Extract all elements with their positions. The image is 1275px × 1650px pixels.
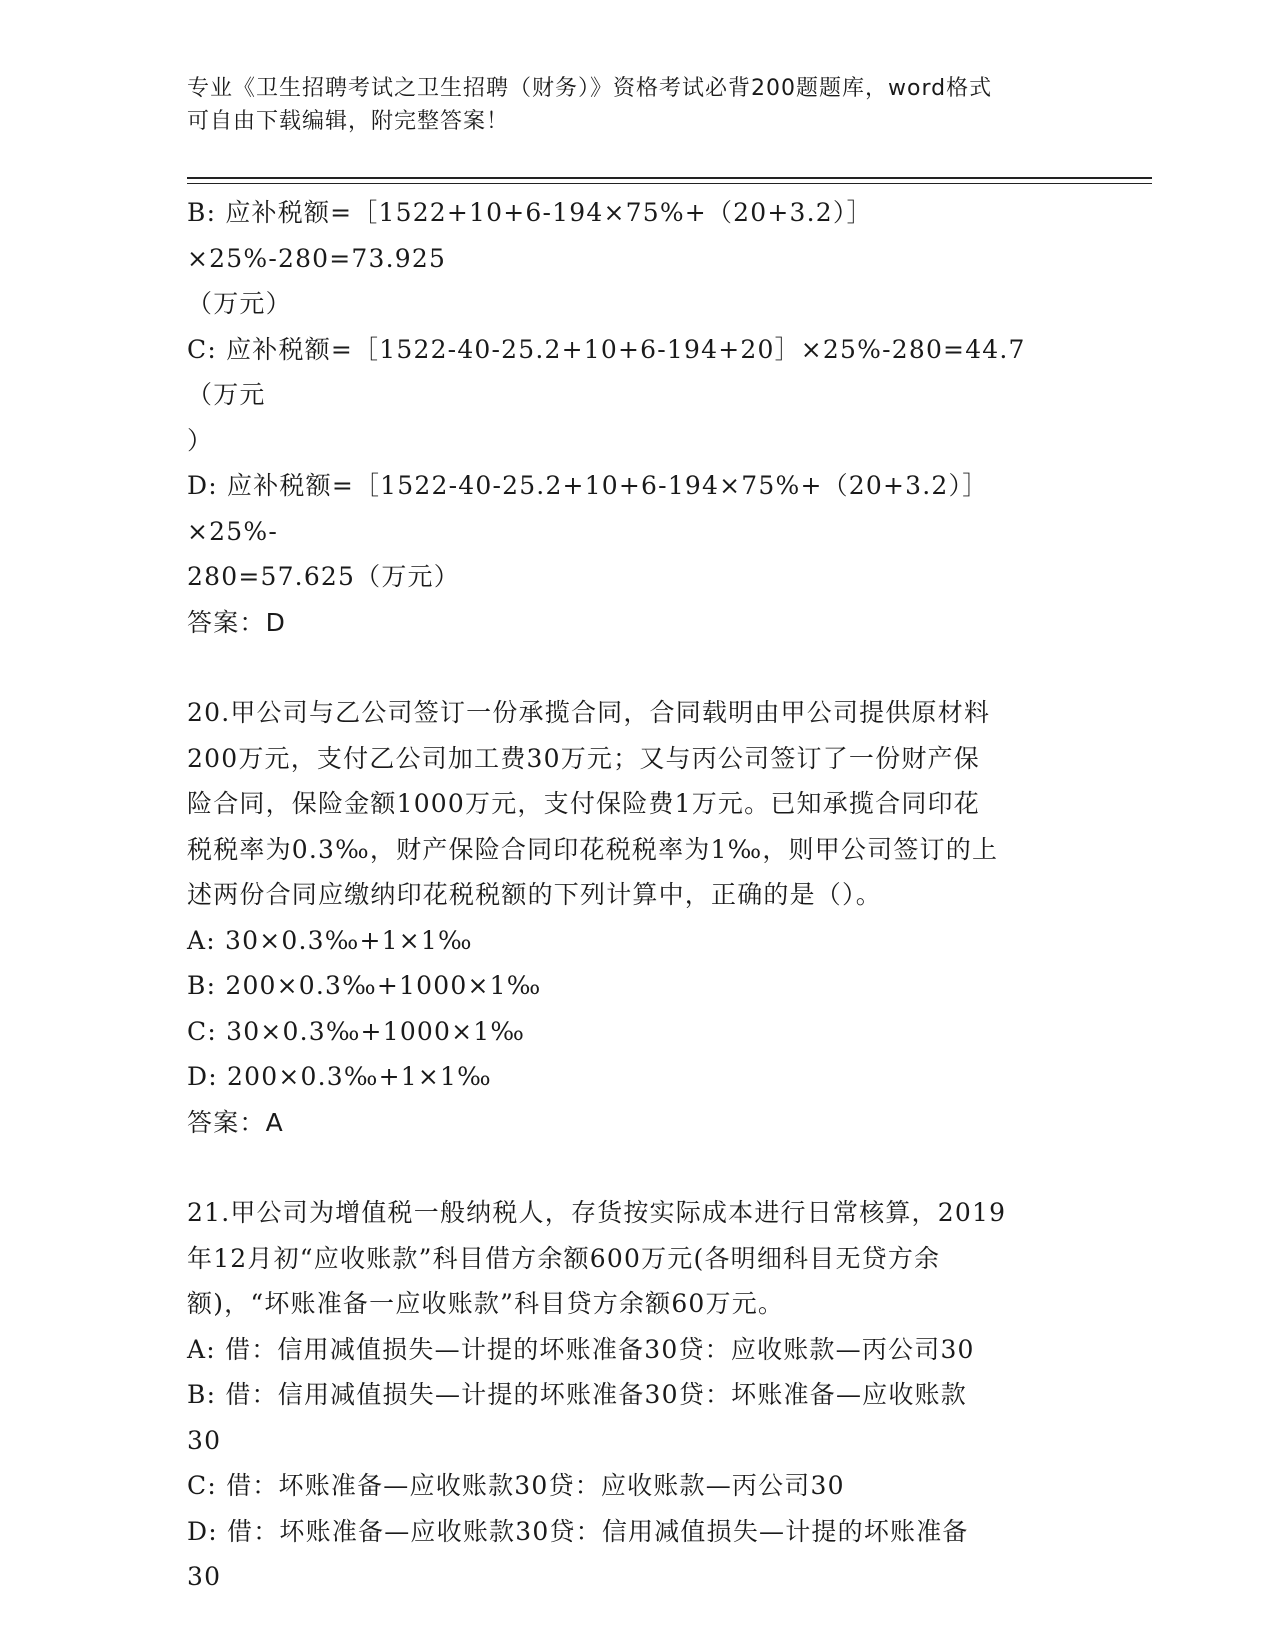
- question-stem: 年12月初“应收账款”科目借方余额600万元(各明细科目无贷方余: [187, 1243, 941, 1273]
- question-21: [187, 1190, 1067, 1600]
- header-divider-thin: [187, 183, 1152, 184]
- option-a: A: 30×0.3‰+1×1‰: [187, 925, 473, 955]
- option-c: C: 借：坏账准备—应收账款30贷：应收账款—丙公司30: [187, 1471, 845, 1500]
- option-c: C: 应补税额=［1522-40-25.2+10+6-194+20］×25%-280=44.7（万元: [187, 334, 1026, 409]
- option-b: B: 200×0.3‰+1000×1‰: [187, 971, 542, 1000]
- option-a: A: 借：信用减值损失—计提的坏账准备30贷：应收账款—丙公司30: [187, 1334, 975, 1364]
- option-d: D: 借：坏账准备—应收账款30贷：信用减值损失—计提的坏账准备: [187, 1516, 969, 1546]
- question-stem: 述两份合同应缴纳印花税税额的下列计算中，正确的是（）。: [187, 880, 882, 909]
- option-d: D: 200×0.3‰+1×1‰: [187, 1062, 492, 1091]
- option-b-cont: （万元）: [187, 289, 292, 318]
- option-c: C: 30×0.3‰+1000×1‰: [187, 1016, 526, 1046]
- option-b-cont: 30: [187, 1425, 222, 1455]
- option-b: B: 借：信用减值损失—计提的坏账准备30贷：坏账准备—应收账款: [187, 1380, 967, 1409]
- answer: 答案：A: [187, 1107, 284, 1137]
- option-c-cont: ）: [187, 425, 214, 455]
- option-d-cont: 30: [187, 1562, 222, 1591]
- answer: 答案：D: [187, 607, 287, 637]
- question-stem: 20.甲公司与乙公司签订一份承揽合同，合同载明由甲公司提供原材料: [187, 698, 991, 727]
- spacer: [187, 1145, 1067, 1190]
- option-b: B: 应补税额=［1522+10+6-194×75%+（20+3.2）］×25%-280=73.925: [187, 198, 873, 273]
- option-d: D: 应补税额=［1522-40-25.2+10+6-194×75%+（20+3.2）］×25%-: [187, 471, 989, 546]
- question-stem: 险合同，保险金额1000万元，支付保险费1万元。已知承揽合同印花: [187, 789, 980, 818]
- spacer: [187, 645, 1067, 690]
- question-stem: 税税率为0.3‰，财产保险合同印花税税率为1‰，则甲公司签订的上: [187, 834, 999, 864]
- question-20: [187, 690, 1067, 1145]
- option-d-cont: 280=57.625（万元）: [187, 562, 460, 591]
- question-stem: 21.甲公司为增值税一般纳税人，存货按实际成本进行日常核算，2019: [187, 1198, 1007, 1227]
- question-stem: 200万元，支付乙公司加工费30万元；又与丙公司签订了一份财产保: [187, 743, 980, 773]
- document-body: [187, 190, 1067, 1600]
- question-stem: 额)，“坏账准备一应收账款”科目贷方余额60万元。: [187, 1289, 785, 1318]
- header-divider: [187, 177, 1152, 179]
- header-line: 专业《卫生招聘考试之卫生招聘（财务）》资格考试必背200题题库，word格式: [187, 76, 993, 101]
- document-header: [187, 72, 1067, 138]
- question-19: [187, 190, 1067, 645]
- header-line: 可自由下载编辑，附完整答案！: [187, 109, 510, 134]
